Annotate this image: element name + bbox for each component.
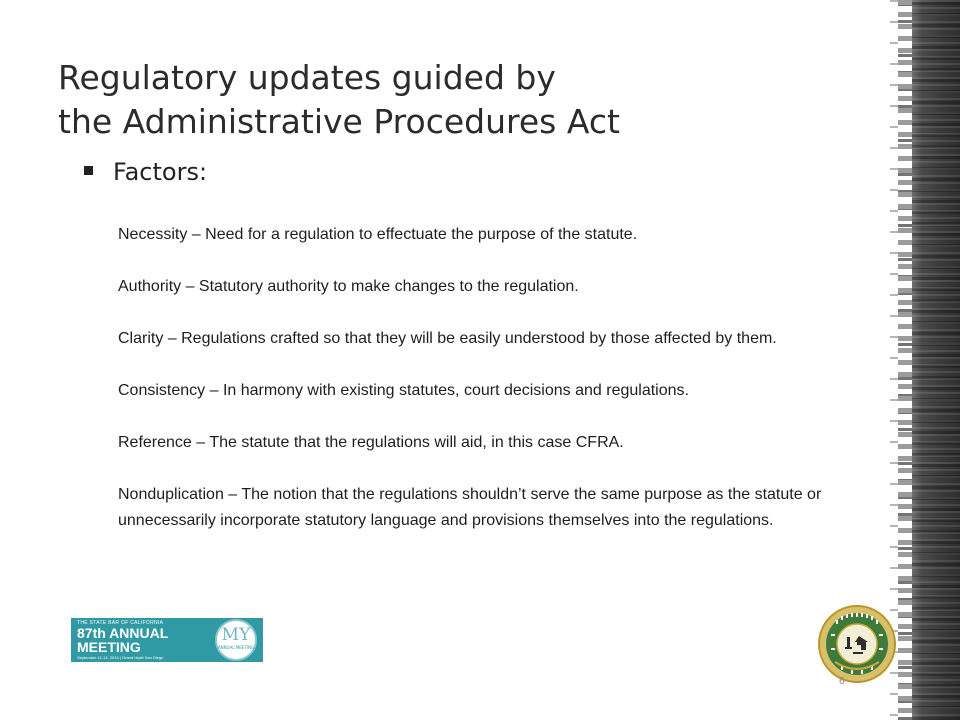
- logo-dates: September 11-14, 2014 | Grand Hyatt San Diego: [77, 655, 164, 660]
- my-annual-meeting-badge-icon: [215, 619, 257, 661]
- factor-nonduplication: Nonduplication – The notion that the regulations shouldn’t serve the same purpose as the statute or unnecessarily incorporate statutory language and provisions themselves into the regulations.: [118, 486, 822, 529]
- title-line-1: Regulatory updates guided by: [58, 58, 556, 98]
- badge-main-text: MY: [221, 625, 251, 645]
- logo-line-2: MEETING: [77, 639, 141, 655]
- factor-necessity: Necessity – Need for a regulation to effectuate the purpose of the statute.: [118, 226, 638, 243]
- logo-title: [77, 626, 168, 654]
- factors-list: [118, 222, 848, 560]
- factor-reference: Reference – The statute that the regulations will aid, in this case CFRA.: [118, 434, 624, 451]
- slide-title: [58, 56, 838, 144]
- state-bar-annual-meeting-logo: [71, 618, 263, 662]
- decorative-right-border: [912, 0, 960, 720]
- logo-line-1: 87th ANNUAL: [77, 625, 169, 641]
- factor-consistency: Consistency – In harmony with existing statutes, court decisions and regulations.: [118, 382, 689, 399]
- factor-clarity: Clarity – Regulations crafted so that they will be easily understood by those affected by them.: [118, 330, 777, 347]
- title-line-2: the Administrative Procedures Act: [58, 102, 620, 142]
- dfeh-seal-icon: [817, 604, 897, 684]
- bullet-label: Factors:: [113, 158, 208, 186]
- page-number: 6: [839, 676, 845, 687]
- square-bullet-icon: [84, 166, 93, 175]
- badge-sub-text: ANNUAL MEETING: [217, 645, 255, 650]
- factor-authority: Authority – Statutory authority to make changes to the regulation.: [118, 278, 579, 295]
- logo-org-text: THE STATE BAR OF CALIFORNIA: [77, 620, 164, 626]
- bullet-factors: [84, 158, 207, 186]
